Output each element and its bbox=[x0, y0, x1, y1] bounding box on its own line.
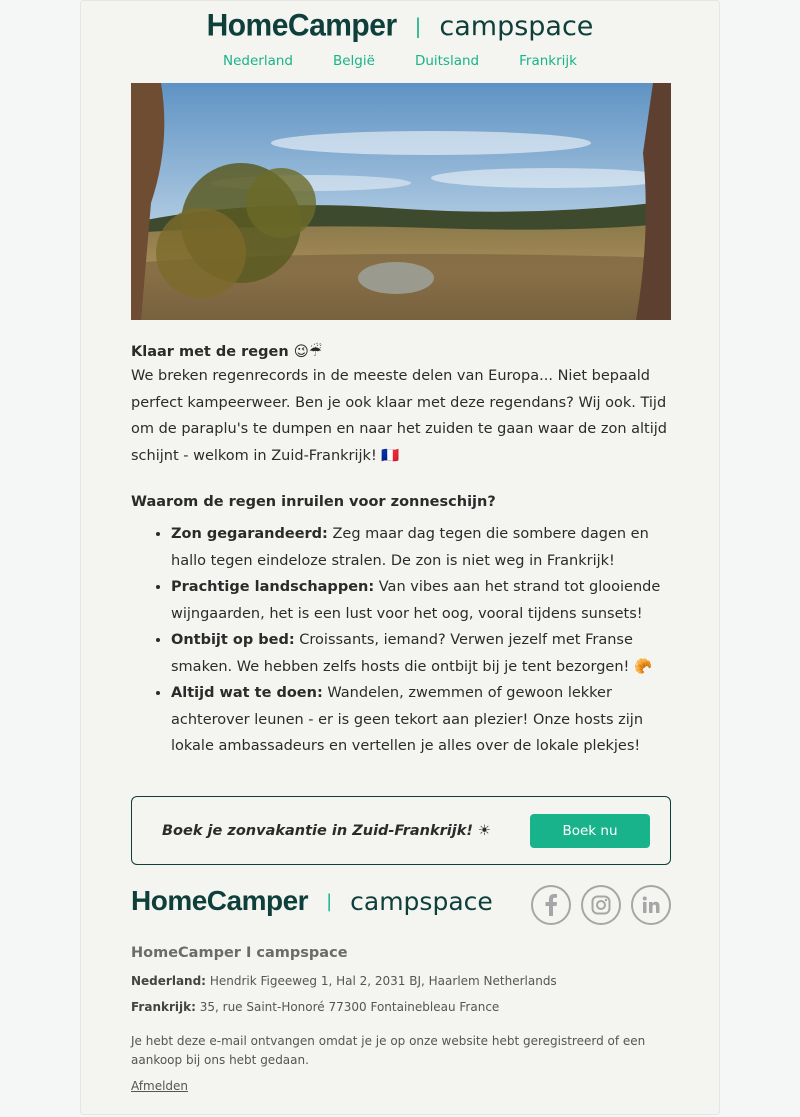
homecamper-logo-text: HomeCamper bbox=[206, 8, 397, 43]
list-item bbox=[171, 574, 671, 627]
address-france bbox=[131, 1000, 499, 1014]
linkedin-icon[interactable] bbox=[631, 885, 671, 925]
benefit-text: Van vibes aan het strand tot glooiende wijngaarden, het is een lust voor het oog, vooral tijdens sunsets! bbox=[171, 579, 661, 622]
nav-link-belgie[interactable]: België bbox=[332, 53, 375, 69]
address-label: Nederland: bbox=[131, 974, 206, 988]
email-notice: Je hebt deze e-mail ontvangen omdat je je op onze website hebt geregistreerd of een aankoop bij ons hebt gedaan. bbox=[131, 1034, 646, 1067]
benefit-label: Zon gegarandeerd: bbox=[171, 526, 328, 542]
company-name: HomeCamper I campspace bbox=[131, 945, 348, 961]
nav-link-nederland[interactable]: Nederland bbox=[223, 53, 293, 69]
benefit-label: Altijd wat te doen: bbox=[171, 685, 323, 701]
nav-link-duitsland[interactable]: Duitsland bbox=[414, 53, 480, 69]
benefit-label: Prachtige landschappen: bbox=[171, 579, 375, 595]
cta-text: Boek je zonvakantie in Zuid-Frankrijk! ☀ bbox=[162, 822, 492, 839]
address-label: Frankrijk: bbox=[131, 1000, 196, 1014]
benefit-text: Wandelen, zwemmen of gewoon lekker achterover leunen - er is geen tekort aan plezier! Onze hosts zijn lokale ambassadeurs en vertellen je alles over de lokale plekjes! bbox=[171, 685, 644, 754]
social-links bbox=[531, 885, 671, 925]
address-text: 35, rue Saint-Honoré 77300 Fontainebleau France bbox=[199, 1000, 500, 1014]
header-logo[interactable] bbox=[81, 9, 719, 43]
book-now-button[interactable]: Boek nu bbox=[530, 814, 650, 848]
logo-separator: | bbox=[326, 890, 333, 912]
facebook-icon[interactable] bbox=[531, 885, 571, 925]
cta-box bbox=[131, 796, 671, 865]
list-item bbox=[171, 680, 671, 760]
main-content bbox=[131, 341, 671, 760]
nav-link-frankrijk[interactable]: Frankrijk bbox=[519, 53, 577, 69]
benefits-title: Waarom de regen inruilen voor zonneschijn? bbox=[131, 494, 496, 510]
benefits-list bbox=[131, 521, 671, 760]
homecamper-logo-text: HomeCamper bbox=[131, 885, 309, 916]
hero-image bbox=[131, 83, 671, 320]
benefit-text: Zeg maar dag tegen die sombere dagen en hallo tegen eindeloze stralen. De zon is niet weg in Frankrijk! bbox=[171, 526, 649, 569]
email-card bbox=[80, 0, 720, 1115]
list-item bbox=[171, 521, 671, 574]
benefit-text: Croissants, iemand? Verwen jezelf met Franse smaken. We hebben zelfs hosts die ontbijt bij je tent bezorgen! 🥐 bbox=[171, 632, 653, 675]
benefit-label: Ontbijt op bed: bbox=[171, 632, 295, 648]
intro-title: Klaar met de regen 😉☔ bbox=[131, 344, 322, 360]
unsubscribe-link[interactable]: Afmelden bbox=[131, 1079, 189, 1093]
country-nav bbox=[81, 53, 719, 69]
instagram-icon[interactable] bbox=[581, 885, 621, 925]
campspace-logo-text: campspace bbox=[350, 886, 493, 916]
footer-logo[interactable] bbox=[131, 885, 493, 917]
logo-separator: | bbox=[414, 14, 422, 38]
list-item bbox=[171, 627, 671, 680]
campspace-logo-text: campspace bbox=[439, 10, 594, 42]
address-netherlands bbox=[131, 974, 557, 988]
intro-text: We breken regenrecords in de meeste delen van Europa... Niet bepaald perfect kampeerweer. Ben je ook klaar met deze regendans? Wij ook. Tijd om de paraplu's te dumpen en naar het zuiden te gaan waar de zon altijd schijnt - welkom in Zuid-Frankrijk! 🇫🇷 bbox=[131, 368, 667, 464]
address-text: Hendrik Figeeweg 1, Hal 2, 2031 BJ, Haarlem Netherlands bbox=[209, 974, 557, 988]
hero-landscape-illustration bbox=[131, 83, 671, 320]
